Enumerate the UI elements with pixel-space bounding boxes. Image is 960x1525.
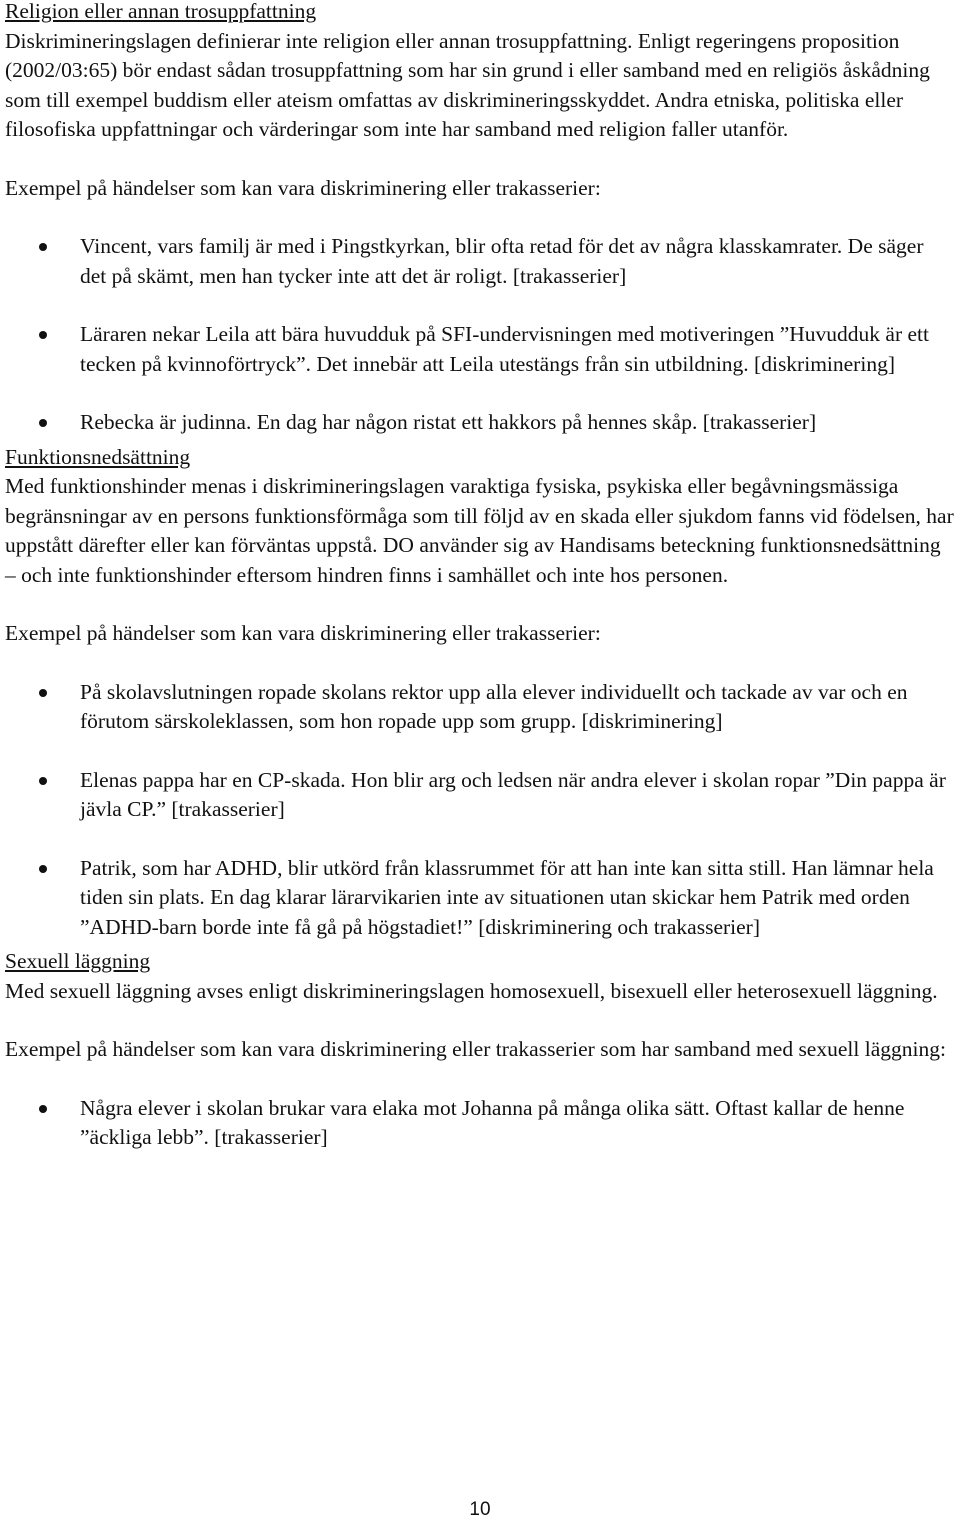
section-religion bbox=[5, 0, 955, 438]
list-item-text: På skolavslutningen ropade skolans rektor upp alla elever individuellt och tackade av var och en förutom särskoleklassen, som hon ropade upp som grupp. [diskriminering] bbox=[80, 679, 908, 733]
bullet-icon bbox=[39, 777, 47, 785]
section-heading: Religion eller annan trosuppfattning bbox=[5, 0, 317, 23]
list-item bbox=[5, 854, 955, 943]
examples-list bbox=[5, 678, 955, 943]
list-item-text: Läraren nekar Leila att bära huvudduk på SFI-undervisningen med motiveringen ”Huvudduk är ett tecken på kvinnoförtryck”. Det innebär att Leila utestängs från sin utbildning. [diskriminering] bbox=[80, 322, 929, 376]
examples-intro: Exempel på händelser som kan vara diskriminering eller trakasserier: bbox=[5, 621, 601, 645]
list-item bbox=[5, 232, 955, 291]
document-page bbox=[5, 0, 955, 1153]
bullet-icon bbox=[39, 865, 47, 873]
list-item bbox=[5, 678, 955, 737]
bullet-icon bbox=[39, 331, 47, 339]
list-item-text: Patrik, som har ADHD, blir utkörd från klassrummet för att han inte kan sitta still. Han lämnar hela tiden sin plats. En dag klarar lärarvikarien inte av situationen utan skickar hem Patrik med orden ”ADHD-barn borde inte få gå på högstadiet!” [diskriminering och trakasserier] bbox=[80, 855, 934, 939]
list-item bbox=[5, 1094, 955, 1153]
examples-list bbox=[5, 1094, 955, 1153]
bullet-icon bbox=[39, 689, 47, 697]
section-body: Med funktionshinder menas i diskrimineringslagen varaktiga fysiska, psykiska eller begåvningsmässiga begränsningar av en persons funktionsförmåga som till följd av en skada eller sjukdom fanns vid födelsen, har uppstått därefter eller kan förväntas uppstå. DO använder sig av Handisams beteckning funktionsnedsättning – och inte funktionshinder eftersom hindren finns i samhället och inte hos personen. bbox=[5, 474, 954, 587]
bullet-icon bbox=[39, 1105, 47, 1113]
list-item-text: Rebecka är judinna. En dag har någon ristat ett hakkors på hennes skåp. [trakasserier] bbox=[80, 410, 817, 434]
bullet-icon bbox=[39, 243, 47, 251]
page-number: 10 bbox=[469, 1499, 491, 1520]
list-item-text: Några elever i skolan brukar vara elaka mot Johanna på många olika sätt. Oftast kallar de henne ”äckliga lebb”. [trakasserier] bbox=[80, 1095, 905, 1149]
list-item bbox=[5, 320, 955, 379]
section-disability bbox=[5, 443, 955, 943]
list-item bbox=[5, 408, 955, 438]
list-item bbox=[5, 766, 955, 825]
section-heading: Sexuell läggning bbox=[5, 949, 151, 973]
section-heading: Funktionsnedsättning bbox=[5, 444, 191, 469]
section-orientation bbox=[5, 947, 955, 1153]
section-body: Med sexuell läggning avses enligt diskrimineringslagen homosexuell, bisexuell eller heterosexuell läggning. bbox=[5, 978, 938, 1003]
section-body: Diskrimineringslagen definierar inte religion eller annan trosuppfattning. Enligt regeringens proposition (2002/03:65) bör endast sådan trosuppfattning som har sin grund i eller samband med en religiös åskådning som till exempel buddism eller ateism omfattas av diskrimineringsskyddet. Andra etniska, politiska eller filosofiska uppfattningar och värderingar som inte har samband med religion faller utanför. bbox=[5, 28, 930, 141]
examples-list bbox=[5, 232, 955, 438]
list-item-text: Vincent, vars familj är med i Pingstkyrkan, blir ofta retad för det av några klasskamrater. De säger det på skämt, men han tycker inte att det är roligt. [trakasserier] bbox=[80, 234, 924, 288]
examples-intro: Exempel på händelser som kan vara diskriminering eller trakasserier: bbox=[5, 175, 601, 200]
list-item-text: Elenas pappa har en CP-skada. Hon blir arg och ledsen när andra elever i skolan ropar ”Din pappa är jävla CP.” [trakasserier] bbox=[80, 767, 946, 821]
bullet-icon bbox=[39, 419, 47, 427]
examples-intro: Exempel på händelser som kan vara diskriminering eller trakasserier som har samband med sexuell läggning: bbox=[5, 1037, 946, 1061]
